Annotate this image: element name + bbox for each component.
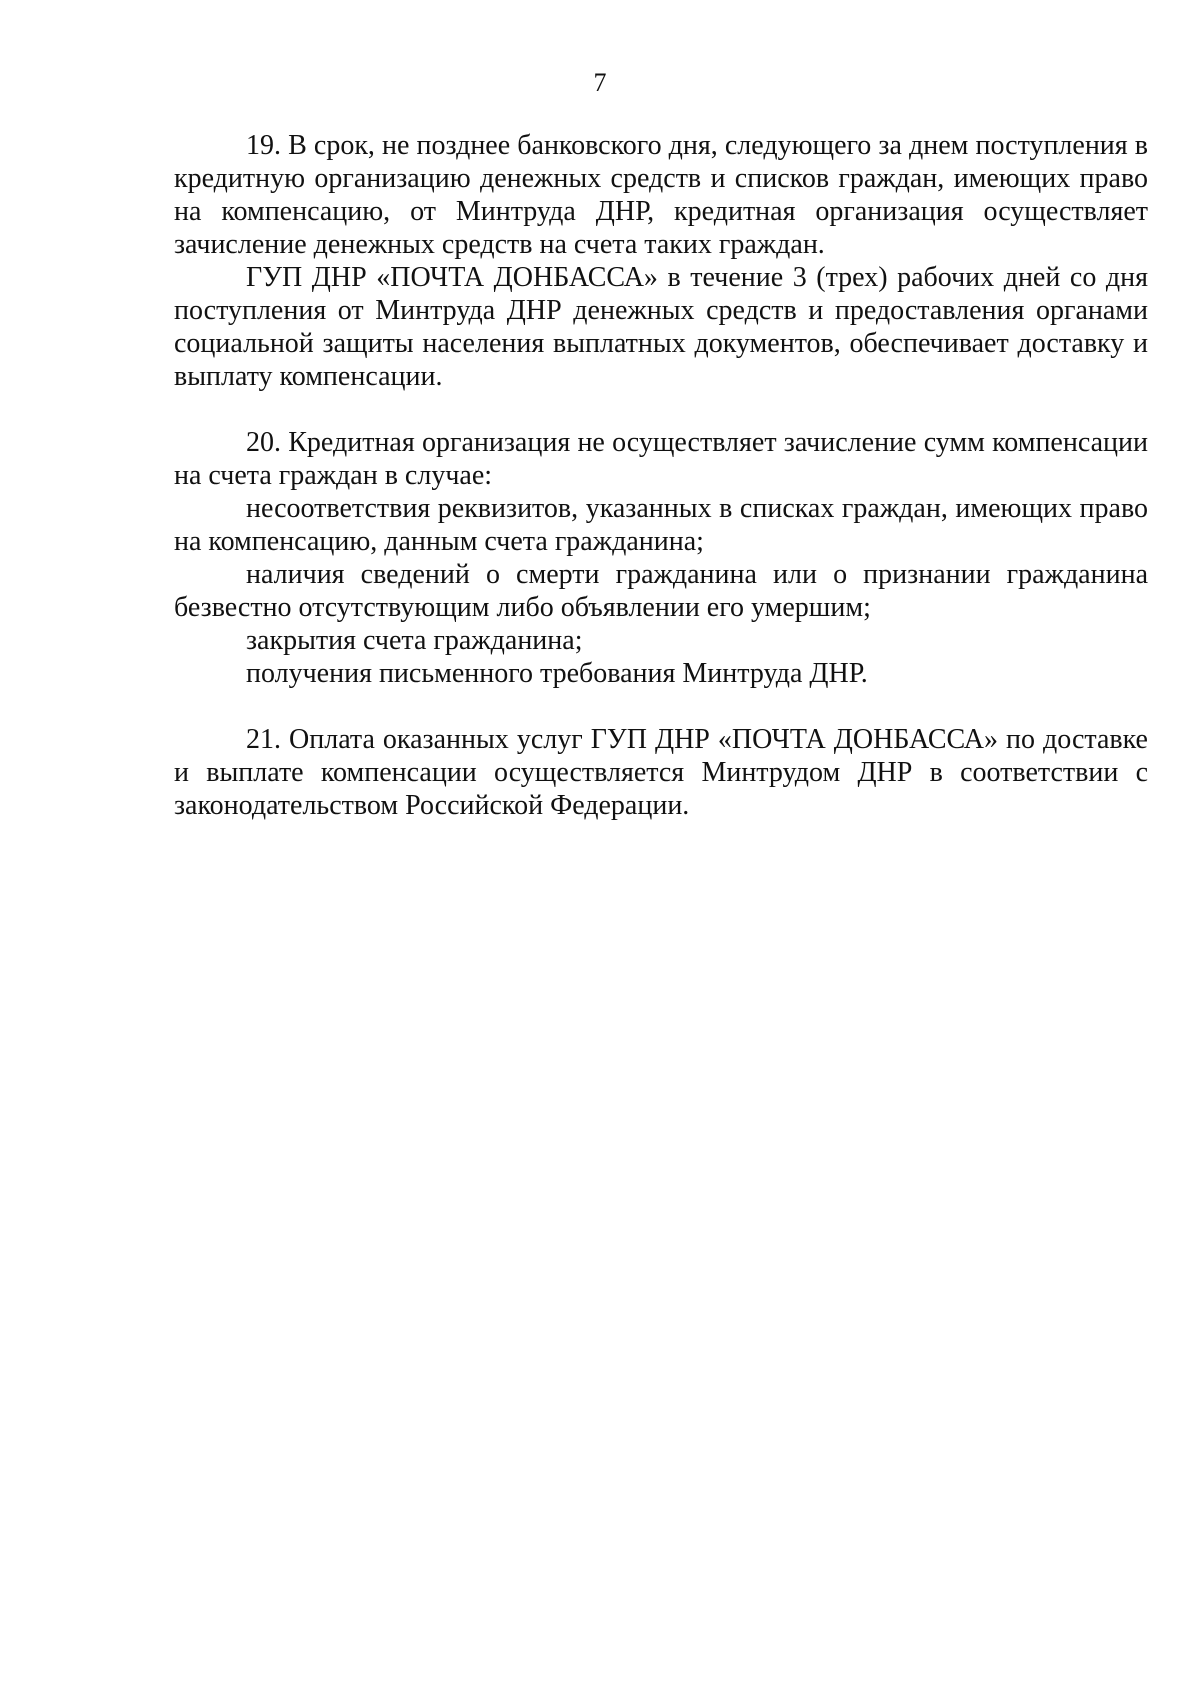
paragraph-20-item-details-mismatch: несоответствия реквизитов, указанных в списках граждан, имеющих право на компенсацию, данным счета гражданина; [174,493,1148,557]
paragraph-20-item-written-demand: получения письменного требования Минтруда ДНР. [246,658,868,689]
paragraph-spacer [174,690,1148,723]
paragraph-19: 19. В срок, не позднее банковского дня, следующего за днем поступления в кредитную организацию денежных средств и списков граждан, имеющих право на компенсацию, от Минтруда ДНР, кредитная организация осуществляет зачисление денежных средств на счета таких граждан. [174,130,1148,260]
paragraph-spacer [174,393,1148,426]
paragraph-21: 21. Оплата оказанных услуг ГУП ДНР «ПОЧТА ДОНБАССА» по доставке и выплате компенсации осуществляется Минтрудом ДНР в соответствии с законодательством Российской Федерации. [174,724,1148,821]
paragraph-20: 20. Кредитная организация не осуществляет зачисление сумм компенсации на счета граждан в случае: [174,427,1148,491]
paragraph-19-postal-delivery: ГУП ДНР «ПОЧТА ДОНБАССА» в течение 3 (трех) рабочих дней со дня поступления от Минтруда ДНР денежных средств и предоставления органами социальной защиты населения выплатных документов, обеспечивает доставку и выплату компенсации. [174,262,1148,392]
paragraph-20-item-account-closure: закрытия счета гражданина; [246,625,583,656]
document-body [174,129,1148,822]
paragraph-20-item-death-info: наличия сведений о смерти гражданина или о признании гражданина безвестно отсутствующим либо объявлении его умершим; [174,559,1148,623]
page-number: 7 [593,68,607,97]
